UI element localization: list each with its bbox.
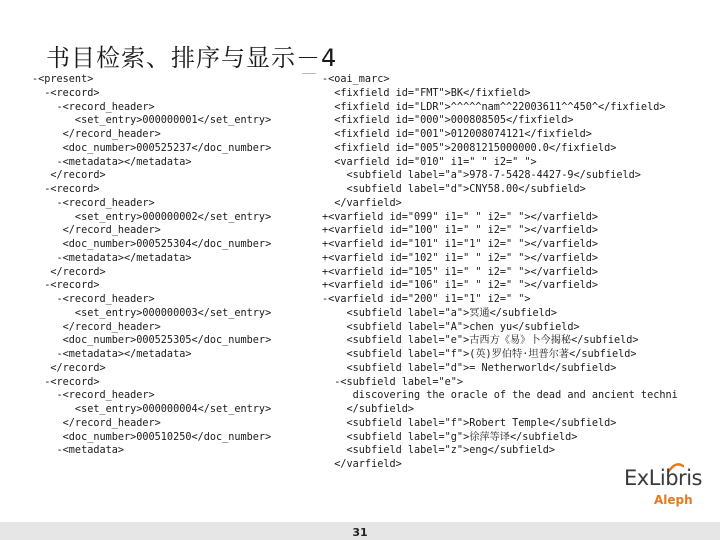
logo-subtitle: Aleph xyxy=(654,493,693,507)
xml-line: <varfield id="010" i1=" " i2=" "> xyxy=(322,156,537,168)
xml-line: <subfield label="z">eng</subfield> xyxy=(322,445,556,457)
xml-line: </record_header> xyxy=(32,321,161,333)
page-number: 31 xyxy=(352,526,368,539)
xml-line: <doc_number>000525304</doc_number> xyxy=(32,239,272,250)
xml-line: </record> xyxy=(32,362,106,374)
xml-line: +<varfield id="106" i1=" " i2=" "></varfield> xyxy=(322,280,599,292)
xml-line: </record> xyxy=(32,266,106,278)
xml-line: -<metadata></metadata> xyxy=(32,156,192,168)
xml-line: +<varfield id="102" i1=" " i2=" "></varfield> xyxy=(322,252,599,264)
xml-line: </record> xyxy=(32,170,106,182)
xml-line: <doc_number>000525305</doc_number> xyxy=(32,335,272,347)
xml-line: <fixfield id="001">012008074121</fixfield> xyxy=(322,129,592,140)
xml-line: <fixfield id="005">20081215000000.0</fixfield> xyxy=(322,142,617,154)
slide-title: 书目检索、排序与显示－4 xyxy=(46,44,338,72)
xml-line: +<varfield id="105" i1=" " i2=" "></varfield> xyxy=(322,266,599,278)
xml-line: <fixfield id="LDR">^^^^^nam^^22003611^^450^</fixfield> xyxy=(322,101,666,113)
xml-line: </subfield> xyxy=(322,404,415,415)
xml-line: +<varfield id="100" i1=" " i2=" "></varfield> xyxy=(322,225,599,237)
xml-line: <subfield label="A">chen yu</subfield> xyxy=(322,321,580,333)
xml-line: -<metadata></metadata> xyxy=(32,349,192,360)
right-xml-listing xyxy=(322,73,690,472)
xml-line: -<record> xyxy=(32,184,100,195)
xml-line: <subfield label="e">古西方《易》卜今揭秘</subfield> xyxy=(322,335,639,347)
xml-line: -<record> xyxy=(32,87,100,99)
xml-line: -<record> xyxy=(32,376,100,388)
xml-line: <subfield label="f">(英)罗伯特·坦普尔著</subfield> xyxy=(322,349,637,360)
xml-line: <subfield label="a">冥通</subfield> xyxy=(322,307,558,319)
xml-line: -<record> xyxy=(32,280,100,292)
xml-line: <subfield label="f">Robert Temple</subfield> xyxy=(322,417,617,429)
logo-wordmark: ExLibris xyxy=(624,466,702,490)
xml-line: -<metadata></metadata> xyxy=(32,252,192,264)
xml-line: <fixfield id="FMT">BK</fixfield> xyxy=(322,87,531,99)
xml-line: </varfield> xyxy=(322,197,402,209)
left-xml-listing xyxy=(32,73,332,458)
xml-line: </record_header> xyxy=(32,129,161,140)
xml-line: <subfield label="a">978-7-5428-4427-9</subfield> xyxy=(322,170,641,182)
xml-line: <fixfield id="000">000808505</fixfield> xyxy=(322,115,574,127)
xml-line: -<present> xyxy=(32,74,94,85)
xml-line: -<record_header> xyxy=(32,197,155,209)
xml-line: <doc_number>000510250</doc_number> xyxy=(32,431,272,443)
xml-line: <set_entry>000000004</set_entry> xyxy=(32,404,272,415)
xml-line: -<metadata> xyxy=(32,445,125,457)
xml-line: <subfield label="d">= Netherworld</subfield> xyxy=(322,362,617,374)
xml-line: +<varfield id="101" i1="1" i2=" "></varfield> xyxy=(322,239,599,250)
xml-line: <subfield label="g">徐萍等译</subfield> xyxy=(322,431,578,443)
xml-line: discovering the oracle of the dead and ancient techni xyxy=(322,390,678,402)
xml-line: </record_header> xyxy=(32,225,161,237)
xml-line: <set_entry>000000002</set_entry> xyxy=(32,211,272,223)
xml-line: -<record_header> xyxy=(32,390,155,402)
xml-line: -<record_header> xyxy=(32,294,155,305)
xml-line: +<varfield id="099" i1=" " i2=" "></varfield> xyxy=(322,211,599,223)
xml-line: -<oai_marc> xyxy=(322,74,390,85)
xml-line: -<varfield id="200" i1="1" i2=" "> xyxy=(322,294,531,305)
xml-line: </record_header> xyxy=(32,417,161,429)
xml-line: </varfield> xyxy=(322,459,402,470)
xml-line: <set_entry>000000003</set_entry> xyxy=(32,307,272,319)
xml-line: -<record_header> xyxy=(32,101,155,113)
xml-line: <doc_number>000525237</doc_number> xyxy=(32,142,272,154)
exlibris-logo xyxy=(624,466,704,514)
xml-line: <subfield label="d">CNY58.00</subfield> xyxy=(322,184,586,195)
xml-line: <set_entry>000000001</set_entry> xyxy=(32,115,272,127)
xml-line: -<subfield label="e"> xyxy=(322,376,464,388)
